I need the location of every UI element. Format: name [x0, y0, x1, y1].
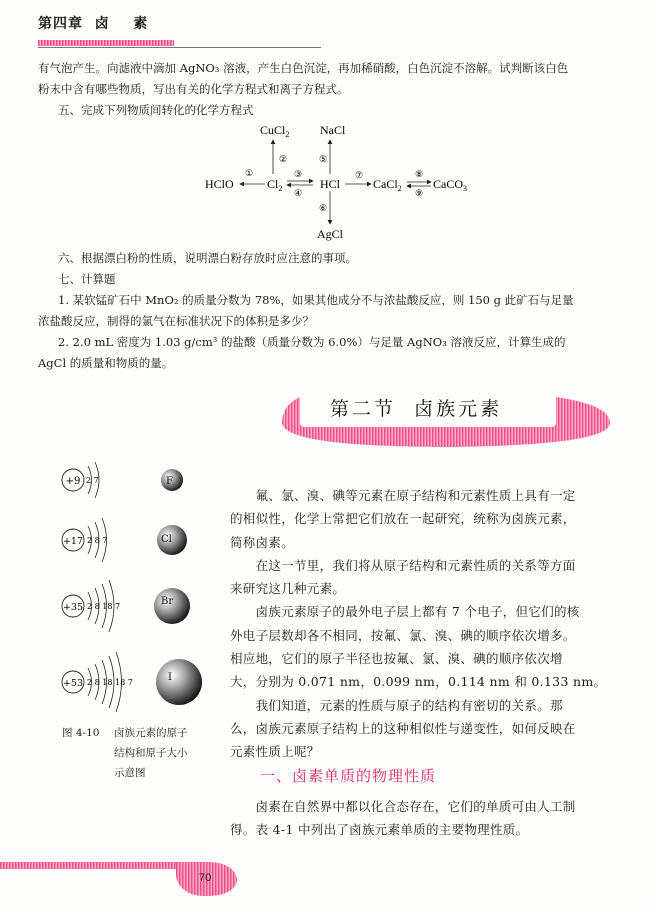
- body-line: 大，分别为 0.071 nm，0.099 nm，0.114 nm 和 0.133 nm。: [230, 674, 607, 690]
- body-paragraphs: [230, 484, 606, 764]
- body-line: 简称卤素。: [230, 534, 295, 550]
- body-line: 卤族元素原子的最外电子层上都有 7 个电子，但它们的核: [230, 604, 580, 620]
- figure-caption-line: 结构和原子大小: [114, 747, 188, 759]
- svg-text:2 7: 2 7: [86, 476, 99, 485]
- node-caco3: CaCO$_3$: [433, 177, 467, 193]
- svg-text:④: ④: [294, 188, 303, 198]
- svg-text:+53: +53: [62, 678, 84, 689]
- exercise-text-line: 粉末中含有哪些物质，写出有关的化学方程式和离子方程式。: [38, 82, 349, 96]
- body-line: 我们知道，元素的性质与原子的结构有密切的关系。那: [230, 697, 563, 713]
- figure-caption: [62, 723, 188, 783]
- figure-caption-line: 卤族元素的原子: [114, 727, 188, 739]
- body-line: 外电子层数却各不相同，按氟、氯、溴、碘的顺序依次增多。: [230, 627, 576, 643]
- body-line: 在这一节里，我们将从原子结构和元素性质的关系等方面: [230, 557, 576, 573]
- node-cucl2: CuCl$_2$: [260, 123, 290, 139]
- node-agcl: AgCl: [317, 227, 344, 241]
- body-line: 来研究这几种元素。: [230, 581, 346, 597]
- body-line: 元素性质上呢？: [230, 744, 320, 760]
- node-cacl2: CaCl$_2$: [373, 177, 402, 193]
- exercise-text-line: 有气泡产生。向滤液中滴加 AgNO₃ 溶液，产生白色沉淀，再加稀硝酸，白色沉淀不溶解。试判断该白色: [38, 61, 569, 75]
- body-line: 的相似性，化学上常把它们放在一起研究，统称为卤族元素，: [230, 511, 576, 527]
- exercise-text-line: 1. 某软锰矿石中 MnO₂ 的质量分数为 78%，如果其他成分不与浓盐酸反应，则 150 g 此矿石与足量: [58, 293, 574, 307]
- atom-chlorine: [62, 518, 187, 562]
- svg-text:②: ②: [279, 154, 288, 164]
- svg-text:⑨: ⑨: [415, 188, 424, 198]
- body-line: 得。表 4-1 中列出了卤族元素单质的主要物理性质。: [230, 822, 529, 838]
- node-cl2: $Cl_2$: [267, 177, 283, 193]
- footer-accent-bar: [0, 862, 185, 869]
- svg-text:2 8 18 7: 2 8 18 7: [87, 602, 121, 611]
- body-paragraphs-after: [230, 795, 576, 842]
- exercise-question-5: 五、完成下列物质间转化的化学方程式: [58, 103, 254, 117]
- svg-text:+9: +9: [65, 476, 81, 487]
- svg-text:2 8 18 18 7: 2 8 18 18 7: [87, 678, 133, 687]
- svg-text:⑦: ⑦: [355, 170, 364, 180]
- subsection-heading: 一、卤素单质的物理性质: [260, 767, 437, 785]
- svg-text:I: I: [168, 672, 172, 683]
- atom-iodine: [62, 652, 202, 712]
- svg-text:Cl: Cl: [161, 534, 172, 545]
- figure-caption-line: 示意图: [114, 767, 146, 779]
- svg-text:①: ①: [245, 168, 254, 178]
- node-nacl: NaCl: [320, 123, 346, 137]
- svg-text:⑤: ⑤: [319, 154, 328, 164]
- atom-fluorine: [62, 462, 183, 498]
- svg-text:⑧: ⑧: [415, 169, 424, 179]
- exercise-text-line: 浓盐酸反应，制得的氯气在标准状况下的体积是多少？: [38, 314, 314, 328]
- exercise-question-7: 七、计算题: [58, 272, 116, 286]
- figure-caption-label: 图 4-10: [62, 727, 100, 739]
- header-accent-bar: [38, 40, 174, 46]
- body-line: 卤素在自然界中都以化合态存在，它们的单质可由人工制: [230, 799, 576, 814]
- node-hclo: HClO: [205, 177, 234, 191]
- exercise-text-line: 2. 2.0 mL 密度为 1.03 g/cm³ 的盐酸（质量分数为 6.0%）与足量 AgNO₃ 溶液反应，计算生成的: [58, 335, 566, 349]
- node-hcl: HCl: [320, 177, 341, 191]
- svg-text:+17: +17: [62, 536, 84, 547]
- exercise-text-line: AgCl 的质量和物质的量。: [38, 356, 174, 370]
- chapter-title: 第四章 卤 素: [38, 16, 149, 32]
- svg-text:③: ③: [294, 169, 303, 179]
- svg-text:2 8 7: 2 8 7: [87, 536, 108, 545]
- svg-text:Br: Br: [161, 596, 174, 607]
- section-title: 第二节 卤族元素: [330, 398, 503, 420]
- body-line: 氟、氯、溴、碘等元素在原子结构和元素性质上具有一定: [230, 488, 576, 503]
- atom-bromine: [62, 580, 190, 632]
- body-line: 么，卤族元素原子结构上的这种相似性与递变性，如何反映在: [230, 720, 576, 736]
- svg-text:+35: +35: [62, 602, 84, 613]
- body-line: 相应地，它们的原子半径也按氟、氯、溴、碘的顺序依次增: [230, 651, 563, 667]
- halogen-atom-figure: [55, 460, 225, 720]
- svg-text:⑥: ⑥: [319, 203, 328, 213]
- page-number: 70: [199, 872, 212, 884]
- exercise-question-6: 六、根据漂白粉的性质，说明漂白粉存放时应注意的事项。: [58, 251, 357, 265]
- reaction-diagram: [195, 118, 495, 243]
- svg-text:F: F: [166, 476, 173, 487]
- header-divider: [38, 47, 321, 48]
